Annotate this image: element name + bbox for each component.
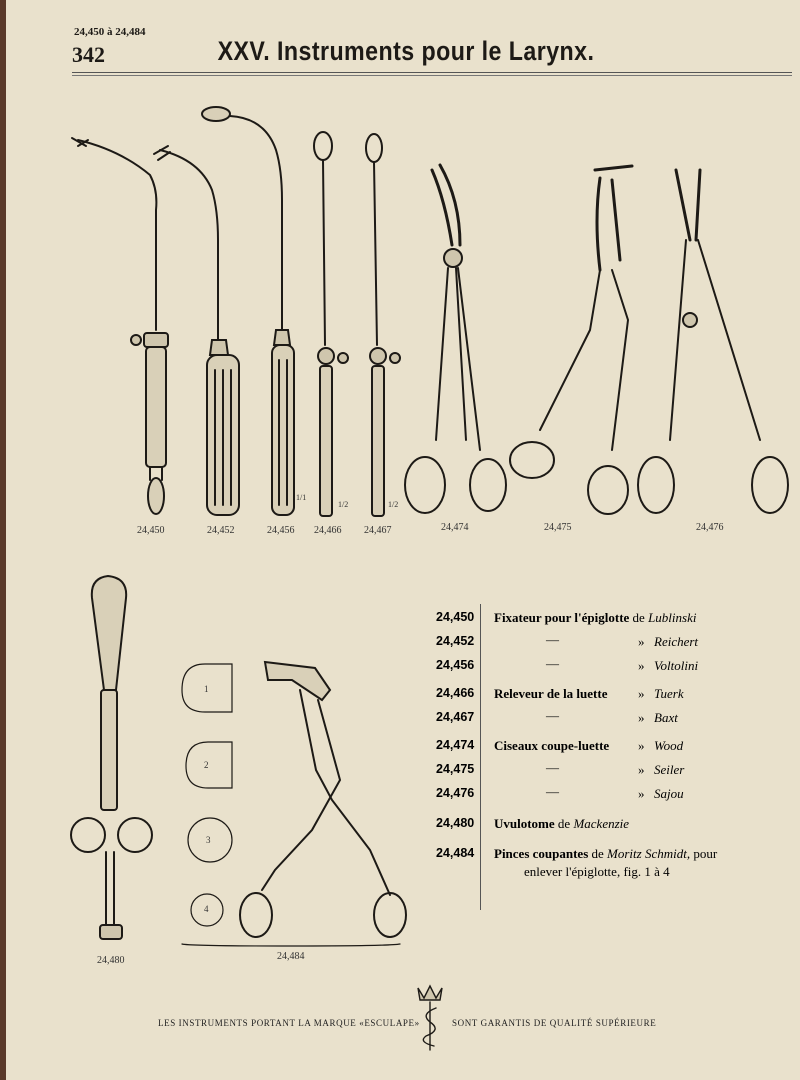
item-number: 24,450 <box>436 610 475 624</box>
item-number: 24,466 <box>436 686 475 700</box>
table-row: 24,475 — » Seiler <box>436 760 685 777</box>
instrument-24484-drawing <box>240 662 406 937</box>
item-description-continued: enlever l'épiglotte, fig. 1 à 4 <box>524 864 670 879</box>
figure-label-24476: 24,476 <box>696 522 724 533</box>
instrument-24476-drawing <box>638 170 788 513</box>
item-number: 24,484 <box>436 846 475 860</box>
shape-number: 4 <box>204 904 209 914</box>
page-title: XXV. Instruments pour le Larynx. <box>217 36 595 66</box>
item-number: 24,475 <box>436 762 475 776</box>
scale-fraction: 1/2 <box>338 500 349 509</box>
blade-shape-figures <box>182 664 232 926</box>
item-number: 24,456 <box>436 658 475 672</box>
footer-right-text: SONT GARANTIS DE QUALITÉ SUPÉRIEURE <box>452 1018 657 1028</box>
esculape-logo <box>418 986 442 1050</box>
item-range: 24,450 à 24,484 <box>74 26 146 38</box>
table-row: 24,476 — » Sajou <box>436 784 684 801</box>
figure-label-24452: 24,452 <box>207 525 235 536</box>
scale-fraction: 1/1 <box>296 493 307 502</box>
table-row: 24,466 Releveur de la luette » Tuerk <box>436 686 684 701</box>
figure-label-24466: 24,466 <box>314 525 342 536</box>
instrument-24474-drawing <box>405 165 506 513</box>
figure-label-24474: 24,474 <box>441 522 469 533</box>
footer-left-text: LES INSTRUMENTS PORTANT LA MARQUE «ESCULAPE» <box>158 1018 420 1028</box>
figure-label-24484: 24,484 <box>277 951 305 962</box>
item-description: Fixateur pour l'épiglotte de Lublinski <box>494 610 697 625</box>
table-row: 24,484 Pinces coupantes de Moritz Schmidt, pour enlever l'épiglotte, fig. 1 à 4 <box>436 846 718 879</box>
item-number: 24,474 <box>436 738 475 752</box>
item-number: 24,476 <box>436 786 475 800</box>
table-row: 24,467 — » Baxt <box>436 708 678 725</box>
shape-number: 2 <box>204 760 209 770</box>
figure-label-24475: 24,475 <box>544 522 572 533</box>
instrument-24467-drawing <box>366 134 400 516</box>
instrument-24450-drawing <box>72 138 168 514</box>
figure-bracket <box>182 944 400 946</box>
table-row: 24,452 — » Reichert <box>436 632 699 649</box>
instrument-24475-drawing <box>510 166 632 514</box>
item-number: 24,467 <box>436 710 475 724</box>
page-number: 342 <box>72 42 105 67</box>
table-row: 24,480 Uvulotome de Mackenzie <box>436 816 630 831</box>
figure-label-24467: 24,467 <box>364 525 392 536</box>
figure-label-24480: 24,480 <box>97 955 125 966</box>
instrument-24466-drawing <box>314 132 348 516</box>
instrument-24480-drawing <box>71 576 152 939</box>
shape-number: 1 <box>204 684 209 694</box>
item-number: 24,480 <box>436 816 475 830</box>
shape-number: 3 <box>206 835 211 845</box>
table-row <box>432 610 792 630</box>
figure-label-24456: 24,456 <box>267 525 295 536</box>
table-row: 24,456 — » Voltolini <box>436 656 699 673</box>
table-row: 24,474 Ciseaux coupe-luette » Wood <box>436 738 684 753</box>
item-number: 24,452 <box>436 634 475 648</box>
scale-fraction: 1/2 <box>388 500 399 509</box>
figure-label-24450: 24,450 <box>137 525 165 536</box>
